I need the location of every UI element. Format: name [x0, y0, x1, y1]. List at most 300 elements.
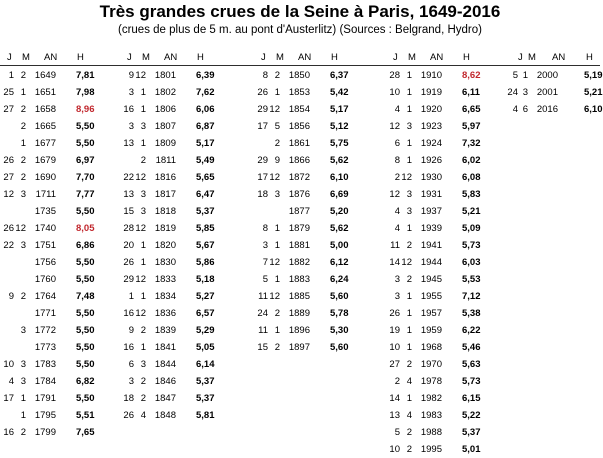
- year-cell: 1735: [34, 206, 56, 217]
- year-cell: 1816: [154, 172, 176, 183]
- flood-row: [0, 254, 118, 271]
- year-cell: 1807: [154, 121, 176, 132]
- height-cell: 7,77: [76, 189, 95, 200]
- day-cell: 5: [512, 70, 518, 81]
- year-cell: 1848: [154, 410, 176, 421]
- month-cell: 1: [20, 87, 26, 98]
- height-cell: 5,17: [330, 104, 349, 115]
- height-cell: 6,02: [462, 155, 481, 166]
- flood-row: [496, 101, 603, 118]
- month-cell: 3: [522, 87, 528, 98]
- year-cell: 1809: [154, 138, 176, 149]
- day-cell: 3: [394, 274, 400, 285]
- year-cell: 1885: [288, 291, 310, 302]
- flood-row: [0, 356, 118, 373]
- year-cell: 1811: [155, 155, 176, 166]
- year-cell: 1957: [420, 308, 442, 319]
- month-cell: 3: [406, 121, 412, 132]
- flood-row: [386, 152, 496, 169]
- header-an: AN: [552, 52, 566, 63]
- year-cell: 1791: [34, 393, 56, 404]
- year-cell: 1882: [288, 257, 310, 268]
- height-cell: 5,73: [462, 240, 481, 251]
- height-cell: 5,63: [462, 359, 481, 370]
- flood-row: [120, 220, 238, 237]
- flood-row: [386, 441, 496, 458]
- year-cell: 1834: [154, 291, 176, 302]
- day-cell: 8: [262, 223, 268, 234]
- month-cell: 3: [140, 359, 146, 370]
- flood-column-2: [120, 67, 238, 424]
- year-cell: 1679: [34, 155, 56, 166]
- height-cell: 5,50: [76, 359, 95, 370]
- month-cell: 1: [274, 274, 280, 285]
- flood-row: [120, 169, 238, 186]
- flood-row: [0, 373, 118, 390]
- flood-row: [254, 67, 372, 84]
- day-cell: 13: [123, 189, 134, 200]
- flood-row: [254, 186, 372, 203]
- month-cell: 12: [401, 172, 412, 183]
- flood-row: [0, 390, 118, 407]
- day-cell: 12: [389, 121, 400, 132]
- day-cell: 3: [394, 291, 400, 302]
- year-cell: 1819: [154, 223, 176, 234]
- height-cell: 5,67: [196, 240, 215, 251]
- height-cell: 6,86: [76, 240, 95, 251]
- height-cell: 8,96: [76, 104, 95, 115]
- year-cell: 1856: [288, 121, 310, 132]
- header-h: H: [197, 52, 204, 63]
- height-cell: 5,50: [76, 325, 95, 336]
- height-cell: 5,18: [196, 274, 215, 285]
- flood-row: [120, 271, 238, 288]
- month-cell: 1: [406, 393, 412, 404]
- height-cell: 6,06: [196, 104, 215, 115]
- day-cell: 17: [257, 121, 268, 132]
- flood-row: [0, 288, 118, 305]
- month-cell: 12: [15, 223, 26, 234]
- header-j: J: [261, 52, 266, 63]
- height-cell: 7,98: [76, 87, 95, 98]
- year-cell: 1910: [420, 70, 442, 81]
- flood-row: [386, 305, 496, 322]
- flood-row: [254, 271, 372, 288]
- year-cell: 1876: [288, 189, 310, 200]
- flood-row: [0, 271, 118, 288]
- month-cell: 12: [269, 104, 280, 115]
- year-cell: 1651: [34, 87, 56, 98]
- day-cell: 22: [123, 172, 134, 183]
- month-cell: 2: [140, 155, 146, 166]
- year-cell: 1844: [154, 359, 176, 370]
- flood-row: [254, 84, 372, 101]
- height-cell: 7,32: [462, 138, 481, 149]
- flood-column-1: [0, 67, 118, 441]
- height-cell: 5,50: [76, 342, 95, 353]
- month-cell: 1: [140, 87, 146, 98]
- month-cell: 3: [20, 240, 26, 251]
- day-cell: 26: [3, 155, 14, 166]
- header-group-1: [0, 52, 110, 64]
- height-cell: 6,37: [330, 70, 349, 81]
- height-cell: 5,50: [76, 393, 95, 404]
- year-cell: 1677: [34, 138, 56, 149]
- flood-row: [386, 118, 496, 135]
- month-cell: 2: [406, 444, 412, 455]
- year-cell: 1866: [288, 155, 310, 166]
- month-cell: 2: [274, 138, 280, 149]
- height-cell: 5,85: [196, 223, 215, 234]
- header-j: J: [393, 52, 398, 63]
- flood-row: [496, 84, 603, 101]
- height-cell: 5,12: [330, 121, 349, 132]
- flood-row: [386, 254, 496, 271]
- year-cell: 1988: [420, 427, 442, 438]
- year-cell: 1853: [288, 87, 310, 98]
- height-cell: 5,50: [76, 257, 95, 268]
- year-cell: 1771: [34, 308, 56, 319]
- header-group-3: [254, 52, 364, 64]
- height-cell: 5,46: [462, 342, 481, 353]
- height-cell: 5,97: [462, 121, 481, 132]
- year-cell: 1923: [420, 121, 442, 132]
- flood-row: [254, 152, 372, 169]
- flood-row: [120, 203, 238, 220]
- flood-row: [386, 237, 496, 254]
- day-cell: 14: [389, 393, 400, 404]
- month-cell: 12: [135, 70, 146, 81]
- year-cell: 1944: [420, 257, 442, 268]
- height-cell: 5,19: [584, 70, 603, 81]
- flood-row: [120, 135, 238, 152]
- height-cell: 5,21: [462, 206, 481, 217]
- header-group-4: [386, 52, 496, 64]
- month-cell: 1: [274, 87, 280, 98]
- year-cell: 1968: [420, 342, 442, 353]
- flood-row: [386, 288, 496, 305]
- height-cell: 5,20: [330, 206, 349, 217]
- day-cell: 6: [128, 359, 134, 370]
- height-cell: 6,08: [462, 172, 481, 183]
- flood-row: [386, 220, 496, 237]
- day-cell: 2: [394, 172, 400, 183]
- month-cell: 3: [140, 189, 146, 200]
- year-cell: 1783: [34, 359, 56, 370]
- month-cell: 1: [274, 223, 280, 234]
- month-cell: 6: [522, 104, 528, 115]
- header-group-2: [120, 52, 230, 64]
- height-cell: 5,60: [330, 342, 349, 353]
- flood-row: [120, 84, 238, 101]
- flood-row: [0, 407, 118, 424]
- month-cell: 1: [406, 70, 412, 81]
- flood-row: [386, 101, 496, 118]
- month-cell: 1: [406, 342, 412, 353]
- flood-row: [386, 203, 496, 220]
- height-cell: 5,75: [330, 138, 349, 149]
- height-cell: 5,49: [196, 155, 215, 166]
- height-cell: 5,37: [196, 206, 215, 217]
- height-cell: 5,50: [76, 274, 95, 285]
- height-cell: 5,37: [462, 427, 481, 438]
- month-cell: 1: [406, 308, 412, 319]
- flood-row: [254, 254, 372, 271]
- year-cell: 1649: [34, 70, 56, 81]
- header-h: H: [463, 52, 470, 63]
- month-cell: 1: [406, 155, 412, 166]
- month-cell: 12: [135, 308, 146, 319]
- year-cell: 1839: [154, 325, 176, 336]
- flood-column-3: [254, 67, 372, 356]
- day-cell: 26: [3, 223, 14, 234]
- year-cell: 2001: [536, 87, 558, 98]
- month-cell: 1: [406, 138, 412, 149]
- flood-row: [0, 339, 118, 356]
- day-cell: 26: [257, 87, 268, 98]
- year-cell: 1995: [420, 444, 442, 455]
- height-cell: 5,81: [196, 410, 215, 421]
- day-cell: 11: [258, 291, 268, 302]
- day-cell: 7: [262, 257, 268, 268]
- year-cell: 1955: [420, 291, 442, 302]
- flood-row: [120, 152, 238, 169]
- year-cell: 1978: [420, 376, 442, 387]
- flood-row: [0, 135, 118, 152]
- flood-row: [254, 339, 372, 356]
- height-cell: 5,05: [196, 342, 215, 353]
- flood-row: [254, 237, 372, 254]
- year-cell: 1836: [154, 308, 176, 319]
- flood-row: [0, 67, 118, 84]
- month-cell: 3: [20, 189, 26, 200]
- month-cell: 12: [269, 257, 280, 268]
- month-cell: 2: [406, 274, 412, 285]
- day-cell: 28: [389, 70, 400, 81]
- header-m: M: [142, 52, 150, 63]
- day-cell: 17: [257, 172, 268, 183]
- year-cell: 1982: [420, 393, 442, 404]
- flood-row: [120, 254, 238, 271]
- height-cell: 5,37: [196, 393, 215, 404]
- flood-row: [254, 118, 372, 135]
- day-cell: 25: [3, 87, 14, 98]
- header-h: H: [586, 52, 593, 63]
- year-cell: 1879: [288, 223, 310, 234]
- month-cell: 3: [20, 376, 26, 387]
- month-cell: 2: [274, 308, 280, 319]
- height-cell: 5,78: [330, 308, 349, 319]
- flood-row: [0, 186, 118, 203]
- header-m: M: [528, 52, 536, 63]
- day-cell: 9: [128, 70, 134, 81]
- month-cell: 12: [135, 274, 146, 285]
- height-cell: 6,69: [330, 189, 349, 200]
- day-cell: 4: [394, 104, 400, 115]
- flood-row: [0, 322, 118, 339]
- month-cell: 1: [140, 257, 146, 268]
- month-cell: 3: [20, 359, 26, 370]
- day-cell: 20: [123, 240, 134, 251]
- header-group-5: [496, 52, 600, 64]
- year-cell: 2000: [536, 70, 558, 81]
- flood-row: [254, 135, 372, 152]
- month-cell: 4: [406, 410, 412, 421]
- flood-row: [0, 305, 118, 322]
- height-cell: 6,15: [462, 393, 481, 404]
- month-cell: 2: [20, 104, 26, 115]
- year-cell: 1658: [34, 104, 56, 115]
- height-cell: 6,10: [330, 172, 349, 183]
- month-cell: 2: [274, 342, 280, 353]
- year-cell: 1920: [420, 104, 442, 115]
- day-cell: 3: [128, 376, 134, 387]
- year-cell: 1665: [34, 121, 56, 132]
- month-cell: 12: [269, 172, 280, 183]
- month-cell: 3: [20, 325, 26, 336]
- month-cell: 2: [140, 376, 146, 387]
- day-cell: 9: [8, 291, 14, 302]
- flood-row: [0, 101, 118, 118]
- day-cell: 10: [389, 342, 400, 353]
- month-cell: 2: [20, 70, 26, 81]
- month-cell: 2: [140, 325, 146, 336]
- height-cell: 6,65: [462, 104, 481, 115]
- height-cell: 5,73: [462, 376, 481, 387]
- year-cell: 1854: [288, 104, 310, 115]
- height-cell: 6,11: [462, 87, 480, 98]
- height-cell: 5,09: [462, 223, 481, 234]
- month-cell: 2: [406, 427, 412, 438]
- month-cell: 2: [20, 427, 26, 438]
- header-an: AN: [164, 52, 178, 63]
- flood-row: [120, 373, 238, 390]
- year-cell: 1764: [34, 291, 56, 302]
- year-cell: 1773: [34, 342, 56, 353]
- day-cell: 10: [389, 87, 400, 98]
- flood-row: [386, 356, 496, 373]
- height-cell: 6,82: [76, 376, 95, 387]
- height-cell: 5,62: [330, 155, 349, 166]
- height-cell: 5,21: [584, 87, 603, 98]
- header-an: AN: [298, 52, 312, 63]
- day-cell: 27: [389, 359, 400, 370]
- month-cell: 1: [140, 240, 146, 251]
- year-cell: 1690: [34, 172, 56, 183]
- flood-row: [120, 356, 238, 373]
- flood-row: [386, 84, 496, 101]
- year-cell: 1945: [420, 274, 442, 285]
- day-cell: 29: [123, 274, 134, 285]
- day-cell: 8: [394, 155, 400, 166]
- month-cell: 5: [274, 121, 280, 132]
- flood-row: [0, 152, 118, 169]
- month-cell: 1: [274, 325, 280, 336]
- header-m: M: [22, 52, 30, 63]
- month-cell: 1: [274, 240, 280, 251]
- height-cell: 5,50: [76, 206, 95, 217]
- day-cell: 16: [123, 342, 134, 353]
- height-cell: 6,22: [462, 325, 481, 336]
- day-cell: 12: [389, 189, 400, 200]
- header-j: J: [7, 52, 12, 63]
- flood-row: [386, 339, 496, 356]
- month-cell: 2: [20, 291, 26, 302]
- year-cell: 1877: [288, 206, 310, 217]
- month-cell: 3: [406, 206, 412, 217]
- month-cell: 1: [406, 291, 412, 302]
- height-cell: 5,27: [196, 291, 215, 302]
- flood-row: [254, 169, 372, 186]
- flood-row: [254, 220, 372, 237]
- day-cell: 4: [8, 376, 14, 387]
- height-cell: 5,00: [330, 240, 349, 251]
- height-cell: 5,86: [196, 257, 215, 268]
- day-cell: 14: [389, 257, 400, 268]
- day-cell: 1: [128, 291, 134, 302]
- flood-row: [120, 390, 238, 407]
- year-cell: 1756: [34, 257, 56, 268]
- header-j: J: [127, 52, 132, 63]
- year-cell: 1784: [34, 376, 56, 387]
- day-cell: 10: [389, 444, 400, 455]
- header-h: H: [331, 52, 338, 63]
- flood-row: [254, 203, 372, 220]
- month-cell: 12: [135, 172, 146, 183]
- height-cell: 5,62: [330, 223, 349, 234]
- height-cell: 7,65: [76, 427, 95, 438]
- flood-column-4: [386, 67, 496, 458]
- height-cell: 7,62: [196, 87, 215, 98]
- flood-row: [0, 118, 118, 135]
- flood-row: [0, 84, 118, 101]
- height-cell: 5,51: [76, 410, 95, 421]
- flood-row: [386, 271, 496, 288]
- day-cell: 3: [262, 240, 268, 251]
- flood-row: [386, 407, 496, 424]
- height-cell: 5,29: [196, 325, 215, 336]
- year-cell: 1861: [288, 138, 310, 149]
- height-cell: 5,60: [330, 291, 349, 302]
- day-cell: 10: [3, 359, 14, 370]
- flood-row: [120, 407, 238, 424]
- flood-row: [254, 305, 372, 322]
- month-cell: 1: [20, 138, 26, 149]
- flood-row: [120, 288, 238, 305]
- month-cell: 1: [140, 291, 146, 302]
- day-cell: 28: [123, 223, 134, 234]
- year-cell: 1795: [34, 410, 56, 421]
- year-cell: 1850: [288, 70, 310, 81]
- year-cell: 1799: [34, 427, 56, 438]
- day-cell: 24: [507, 87, 518, 98]
- day-cell: 5: [394, 427, 400, 438]
- day-cell: 4: [394, 223, 400, 234]
- year-cell: 2016: [536, 104, 558, 115]
- year-cell: 1820: [154, 240, 176, 251]
- height-cell: 5,65: [196, 172, 215, 183]
- day-cell: 22: [3, 240, 14, 251]
- month-cell: 12: [269, 291, 280, 302]
- year-cell: 1872: [288, 172, 310, 183]
- month-cell: 12: [135, 223, 146, 234]
- year-cell: 1806: [154, 104, 176, 115]
- day-cell: 26: [123, 410, 134, 421]
- header-m: M: [276, 52, 284, 63]
- height-cell: 7,81: [76, 70, 95, 81]
- day-cell: 4: [394, 206, 400, 217]
- month-cell: 2: [20, 121, 26, 132]
